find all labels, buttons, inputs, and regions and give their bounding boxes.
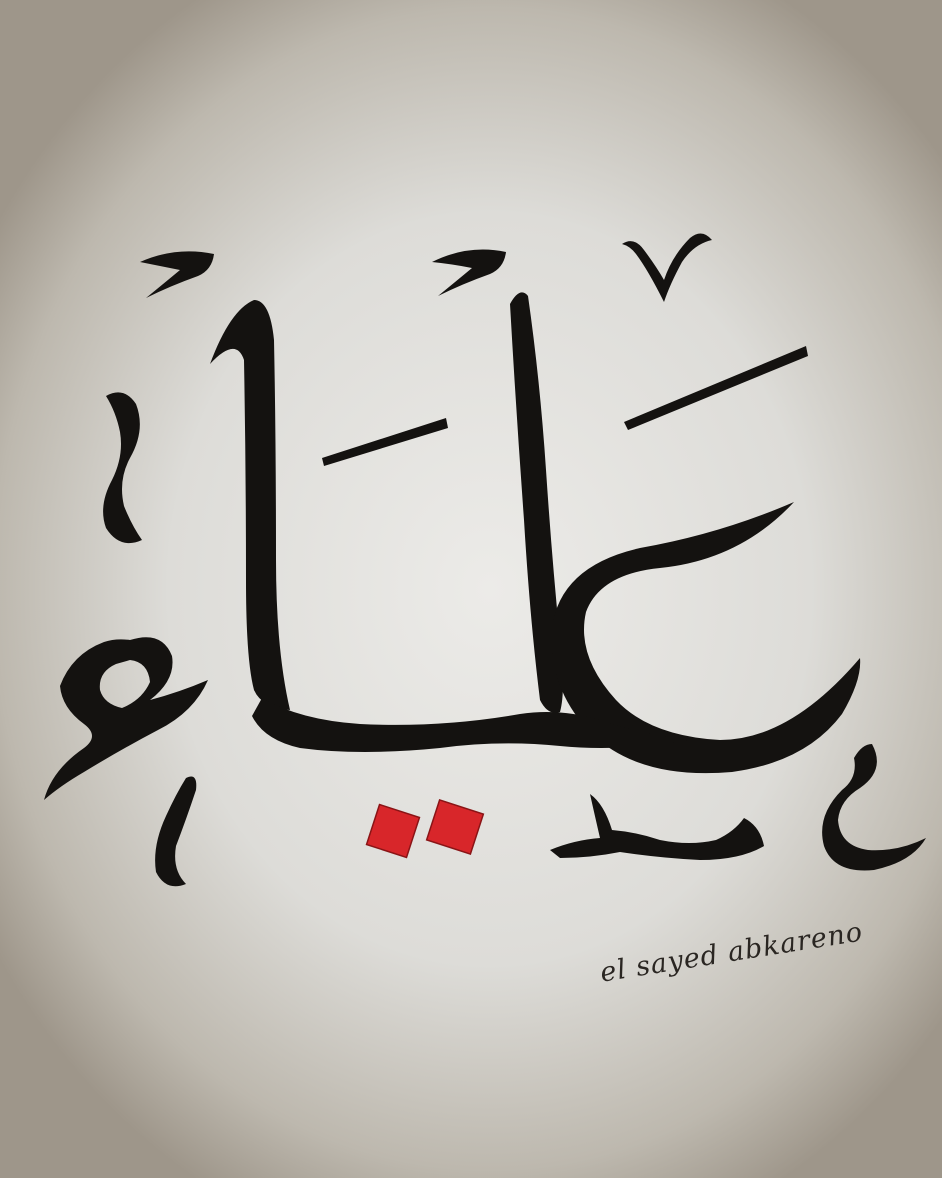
ornament-mark [103, 392, 142, 543]
diacritic-mark [622, 233, 712, 302]
ornament-mark [822, 744, 926, 871]
nuqta-dot [367, 805, 420, 858]
ornament-mark [550, 794, 764, 860]
diacritic-mark [432, 250, 506, 296]
fatha-stroke [624, 346, 808, 430]
fatha-stroke [322, 418, 448, 466]
artist-signature: el sayed abkareno [598, 916, 866, 989]
nuqta-dot [427, 800, 484, 854]
hamza-stroke [44, 637, 208, 800]
ornament-mark [155, 777, 196, 887]
alif-stroke [210, 300, 290, 710]
diacritic-mark [140, 251, 214, 298]
